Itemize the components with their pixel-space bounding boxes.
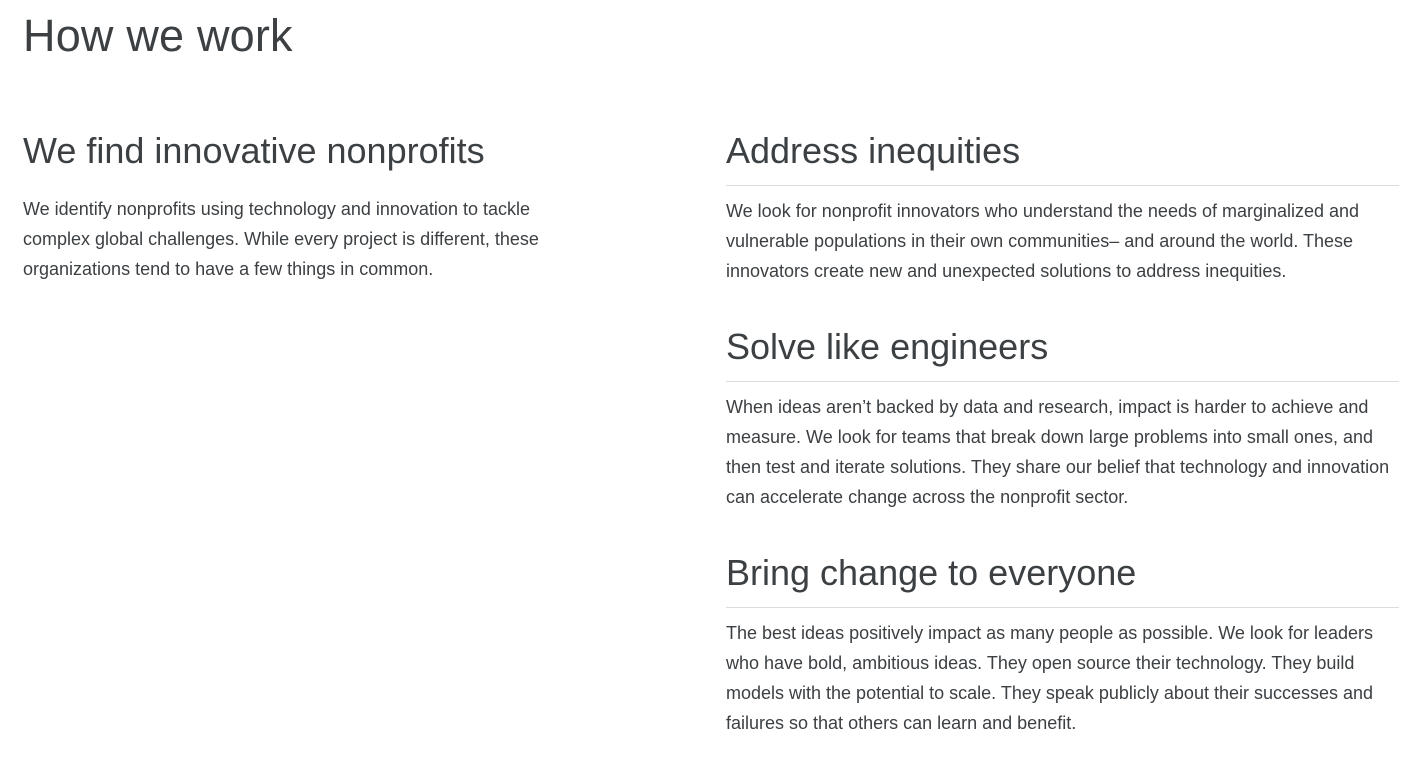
section-bring-change-to-everyone <box>726 550 1399 738</box>
principles-column <box>726 128 1399 738</box>
section-address-inequities <box>726 128 1399 286</box>
section-body: The best ideas positively impact as many people as possible. We look for leaders who have bold, ambitious ideas. They open source their technology. They build models with the potential to scale. They speak publicly about their successes and failures so that others can learn and benefit. <box>726 623 1374 733</box>
intro-column <box>23 128 583 284</box>
section-heading: Bring change to everyone <box>726 550 1399 608</box>
section-heading: Solve like engineers <box>726 324 1399 382</box>
page-title: How we work <box>23 10 293 61</box>
intro-body: We identify nonprofits using technology and innovation to tackle complex global challenges. While every project is different, these organizations tend to have a few things in common. <box>23 199 539 279</box>
section-solve-like-engineers <box>726 324 1399 512</box>
section-heading: Address inequities <box>726 128 1399 186</box>
section-body: We look for nonprofit innovators who understand the needs of marginalized and vulnerable populations in their own communities– and around the world. These innovators create new and unexpected solutions to address inequities. <box>726 201 1360 281</box>
intro-heading: We find innovative nonprofits <box>23 130 485 171</box>
section-body: When ideas aren’t backed by data and research, impact is harder to achieve and measure. We look for teams that break down large problems into small ones, and then test and iterate solutions. They share our belief that technology and innovation can accelerate change across the nonprofit sector. <box>726 397 1390 507</box>
